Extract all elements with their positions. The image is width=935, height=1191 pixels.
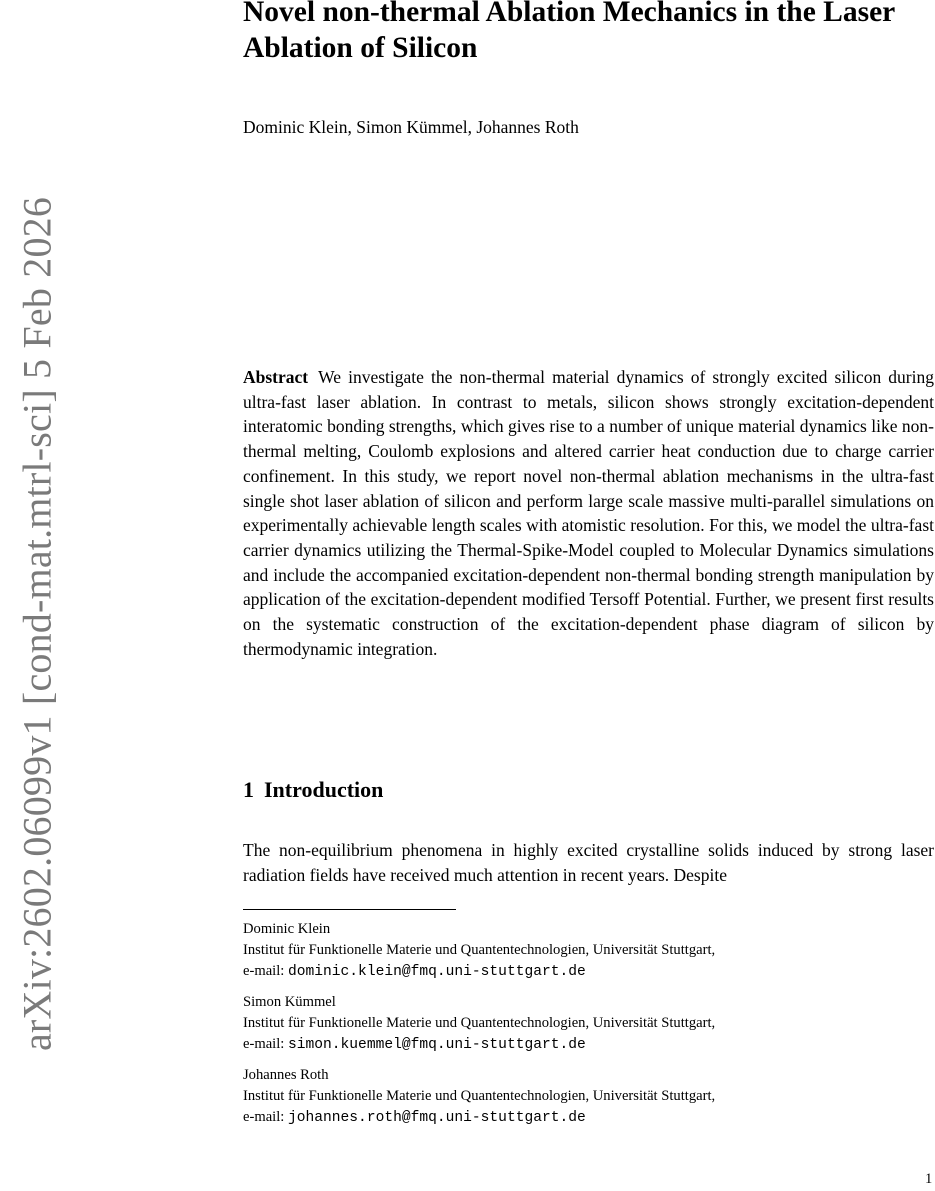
abstract-text: We investigate the non-thermal material dynamics of strongly excited silicon during ultra-fast laser ablation. In contrast to metals, silicon shows strongly excitation-dependent interatomic bonding strengths, which gives rise to a number of unique material dynamics like non-thermal melting, Coulomb explosions and altered carrier heat conduction due to charge carrier confinement. In this study, we report novel non-thermal ablation mechanisms in the ultra-fast single shot laser ablation of silicon and perform large scale massive multi-parallel simulations on experimentally achievable length scales with atomistic resolution. For this, we model the ultra-fast carrier dynamics utilizing the Thermal-Spike-Model coupled to Molecular Dynamics simulations and include the accompanied excitation-dependent non-thermal bonding strength manipulation by application of the excitation-dependent modified Tersoff Potential. Further, we present first results on the systematic construction of the excitation-dependent phase diagram of silicon by thermodynamic integration. xyxy=(243,367,934,659)
author-footnote xyxy=(243,992,883,1056)
footnote-author-name: Dominic Klein xyxy=(243,921,331,937)
footnote-email-line xyxy=(243,1034,883,1056)
section-heading xyxy=(243,776,383,804)
email-address: simon.kuemmel@fmq.uni-stuttgart.de xyxy=(288,1037,586,1053)
footnote-email-line xyxy=(243,1107,883,1129)
email-address: dominic.klein@fmq.uni-stuttgart.de xyxy=(288,964,586,980)
author-footnote xyxy=(243,919,883,983)
page-number: 1 xyxy=(925,1171,933,1187)
footnote-divider xyxy=(243,909,456,910)
section-title: Introduction xyxy=(264,777,384,802)
email-label: e-mail: xyxy=(243,963,285,979)
abstract-label: Abstract xyxy=(243,367,309,387)
abstract xyxy=(243,365,934,661)
paper-title: Novel non-thermal Ablation Mechanics in the Laser Ablation of Silicon xyxy=(243,0,895,64)
arxiv-identifier-stamp: arXiv:2602.06099v1 [cond-mat.mtrl-sci] 5 Feb 2026 xyxy=(14,196,60,1052)
footnote-affiliation: Institut für Funktionelle Materie und Quantentechnologien, Universität Stuttgart, xyxy=(243,1015,716,1031)
email-label: e-mail: xyxy=(243,1109,285,1125)
email-address: johannes.roth@fmq.uni-stuttgart.de xyxy=(288,1110,586,1126)
author-list: Dominic Klein, Simon Kümmel, Johannes Roth xyxy=(243,117,579,137)
introduction-paragraph: The non-equilibrium phenomena in highly excited crystalline solids induced by strong laser radiation fields have received much attention in recent years. Despite xyxy=(243,840,934,885)
footnote-affiliation: Institut für Funktionelle Materie und Quantentechnologien, Universität Stuttgart, xyxy=(243,1088,716,1104)
footnote-author-name: Simon Kümmel xyxy=(243,994,336,1010)
author-footnote xyxy=(243,1065,883,1129)
footnote-affiliation: Institut für Funktionelle Materie und Quantentechnologien, Universität Stuttgart, xyxy=(243,942,716,958)
section-number: 1 xyxy=(243,777,254,802)
footnote-author-name: Johannes Roth xyxy=(243,1067,329,1083)
email-label: e-mail: xyxy=(243,1036,285,1052)
footnote-email-line xyxy=(243,961,883,983)
